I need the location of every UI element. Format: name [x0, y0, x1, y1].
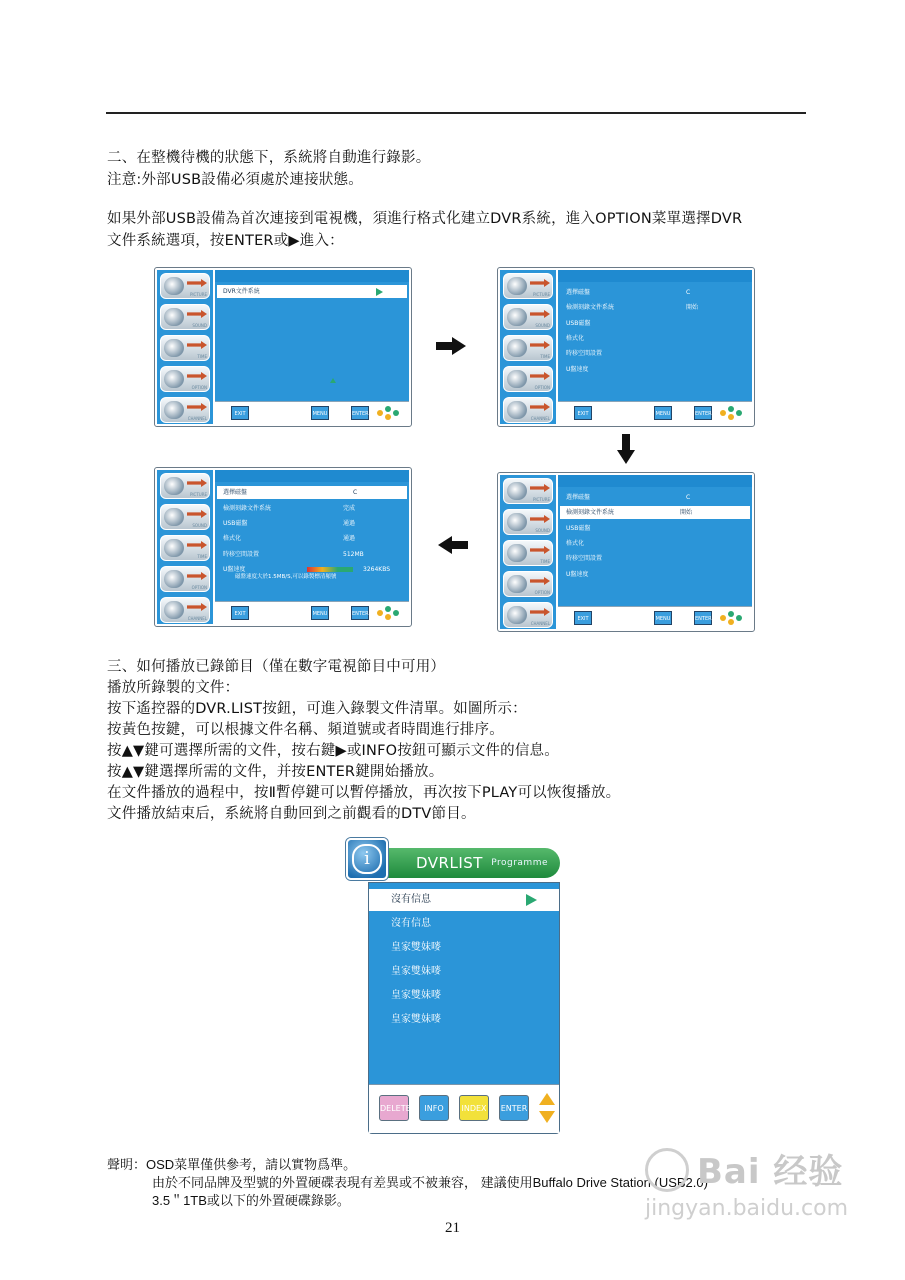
- menu-row[interactable]: U盤速度 3264KBS: [223, 566, 391, 573]
- osd-screen-dvr-check: [497, 472, 755, 632]
- dvrlist-window: [344, 838, 560, 1134]
- play-icon: [376, 288, 383, 296]
- nav-arrows-icon: [377, 606, 399, 620]
- time-menu-icon: TIME: [160, 535, 210, 561]
- enter-button[interactable]: ENTER: [694, 406, 712, 420]
- osd-sidebar: [157, 470, 213, 624]
- delete-button[interactable]: DELETE: [379, 1095, 409, 1121]
- menu-row[interactable]: 格式化: [566, 540, 585, 547]
- list-item[interactable]: 皇家雙妹嘜: [391, 990, 441, 1001]
- nav-arrows-icon: [720, 611, 742, 625]
- menu-row[interactable]: U盤速度: [566, 571, 589, 578]
- dvrlist-subtitle: Programme: [491, 858, 548, 868]
- picture-menu-icon: PICTURE: [160, 473, 210, 499]
- menu-row[interactable]: 選擇磁盤 C: [566, 289, 691, 296]
- menu-button[interactable]: MENU: [311, 406, 329, 420]
- menu-row[interactable]: 選擇磁盤 C: [566, 494, 691, 501]
- osd-footer: [558, 401, 752, 424]
- osd-main-panel: [558, 270, 752, 424]
- osd-screen-dvr-setup: [497, 267, 755, 427]
- instruction-line: 播放所錄製的文件：: [107, 680, 240, 696]
- osd-main-panel: [558, 475, 752, 629]
- dvrlist-header: [366, 848, 560, 878]
- list-item[interactable]: 皇家雙妹嘜: [391, 1014, 441, 1025]
- menu-row[interactable]: 時移空間設置 512MB: [223, 551, 364, 558]
- instruction-line: 按黃色按鍵，可以根據文件名稱、頻道號或者時間進行排序。: [107, 722, 504, 738]
- osd-sidebar: [157, 270, 213, 424]
- nav-arrows-icon: [720, 406, 742, 420]
- exit-button[interactable]: EXIT: [231, 406, 249, 420]
- option-menu-icon: OPTION: [160, 366, 210, 392]
- channel-menu-icon: CHANNEL: [160, 397, 210, 423]
- menu-row[interactable]: U盤速度: [566, 366, 589, 373]
- sound-menu-icon: SOUND: [503, 509, 553, 535]
- disclaimer-line-1: 聲明：OSD菜單僅供參考，請以實物爲準。: [107, 1157, 357, 1172]
- menu-row[interactable]: 時移空間設置: [566, 555, 603, 562]
- dvrlist-footer: [369, 1084, 559, 1133]
- picture-menu-icon: PICTURE: [160, 273, 210, 299]
- disclaimer-line-3: 3.5＂1TB或以下的外置硬碟錄影。: [152, 1193, 350, 1208]
- time-menu-icon: TIME: [160, 335, 210, 361]
- instruction-line: 按▲▼鍵選擇所需的文件，并按ENTER鍵開始播放。: [107, 764, 444, 780]
- instruction-line: 按▲▼鍵可選擇所需的文件，按右鍵▶或INFO按鈕可顯示文件的信息。: [107, 743, 559, 759]
- watermark-url: jingyan.baidu.com: [645, 1196, 849, 1221]
- info-button[interactable]: INFO: [419, 1095, 449, 1121]
- menu-row[interactable]: 格式化 通過: [223, 535, 356, 542]
- info-icon: i: [346, 838, 388, 880]
- menu-row[interactable]: USB磁盤 通過: [223, 520, 356, 527]
- dvrlist-body: [368, 882, 560, 1134]
- page-number: 21: [445, 1220, 460, 1236]
- osd-sidebar: [500, 475, 556, 629]
- exit-button[interactable]: EXIT: [231, 606, 249, 620]
- instruction-line-1: 如果外部USB設備為首次連接到電視機，須進行格式化建立DVR系統，進入OPTION菜單選擇DVR: [107, 211, 743, 227]
- menu-button[interactable]: MENU: [311, 606, 329, 620]
- note-line: 注意:外部USB設備必須處於連接狀態。: [107, 172, 363, 188]
- channel-menu-icon: CHANNEL: [503, 602, 553, 628]
- down-arrow-icon: [617, 434, 635, 464]
- section3-heading: 三、如何播放已錄節目（僅在數字電視節目中可用）: [107, 659, 446, 675]
- menu-button[interactable]: MENU: [654, 611, 672, 625]
- enter-button[interactable]: ENTER: [499, 1095, 529, 1121]
- menu-row[interactable]: 時移空間設置: [566, 350, 603, 357]
- play-icon: [526, 894, 537, 906]
- osd-footer: [215, 601, 409, 624]
- section2-heading: 二、在整機待機的狀態下，系統將自動進行錄影。: [107, 150, 431, 166]
- left-arrow-icon: [438, 536, 468, 554]
- option-menu-icon: OPTION: [503, 571, 553, 597]
- list-item[interactable]: 皇家雙妹嘜: [391, 966, 441, 977]
- enter-button[interactable]: ENTER: [351, 606, 369, 620]
- menu-row[interactable]: 檢測刻錄文件系統 開始: [566, 304, 699, 311]
- menu-row[interactable]: DVR文件系統: [217, 285, 407, 298]
- enter-button[interactable]: ENTER: [351, 406, 369, 420]
- menu-row[interactable]: USB磁盤: [566, 525, 591, 532]
- option-menu-icon: OPTION: [160, 566, 210, 592]
- menu-row[interactable]: 檢測刻錄文件系統 完成: [223, 505, 356, 512]
- index-button[interactable]: INDEX: [459, 1095, 489, 1121]
- menu-button[interactable]: MENU: [654, 406, 672, 420]
- disclaimer-line-2: 由於不同品牌及型號的外置硬碟表現有差異或不被兼容， 建議使用Buffalo Drive Station (USB2.0): [152, 1175, 708, 1190]
- right-arrow-icon: [436, 337, 466, 355]
- up-down-arrows-icon: [539, 1093, 555, 1123]
- menu-row-selected[interactable]: 選擇磁盤 C: [217, 486, 407, 499]
- time-menu-icon: TIME: [503, 540, 553, 566]
- option-menu-icon: OPTION: [503, 366, 553, 392]
- sound-menu-icon: SOUND: [160, 304, 210, 330]
- list-item-selected[interactable]: 沒有信息: [369, 889, 559, 911]
- list-item[interactable]: 沒有信息: [391, 918, 431, 929]
- channel-menu-icon: CHANNEL: [160, 597, 210, 623]
- exit-button[interactable]: EXIT: [574, 406, 592, 420]
- osd-sidebar: [500, 270, 556, 424]
- up-arrow-icon: [330, 378, 336, 383]
- osd-screen-dvr-filesystem: [154, 267, 412, 427]
- enter-button[interactable]: ENTER: [694, 611, 712, 625]
- osd-screen-dvr-result: [154, 467, 412, 627]
- menu-row[interactable]: 格式化: [566, 335, 585, 342]
- nav-arrows-icon: [377, 406, 399, 420]
- picture-menu-icon: PICTURE: [503, 273, 553, 299]
- instruction-line: 按下遙控器的DVR.LIST按鈕，可進入錄製文件清單。如圖所示：: [107, 701, 527, 717]
- menu-row[interactable]: USB磁盤: [566, 320, 591, 327]
- instruction-line-2: 文件系統選項，按ENTER或▶進入：: [107, 233, 344, 249]
- channel-menu-icon: CHANNEL: [503, 397, 553, 423]
- osd-main-panel: [215, 470, 409, 624]
- sound-menu-icon: SOUND: [160, 504, 210, 530]
- time-menu-icon: TIME: [503, 335, 553, 361]
- instruction-line: 在文件播放的過程中，按Ⅱ暫停鍵可以暫停播放，再次按下PLAY可以恢復播放。: [107, 785, 621, 801]
- list-item[interactable]: 皇家雙妹嘜: [391, 942, 441, 953]
- menu-row-selected[interactable]: 檢測刻錄文件系統 開始: [560, 506, 750, 519]
- paw-icon: [645, 1148, 689, 1192]
- sound-menu-icon: SOUND: [503, 304, 553, 330]
- exit-button[interactable]: EXIT: [574, 611, 592, 625]
- picture-menu-icon: PICTURE: [503, 478, 553, 504]
- speed-note: 磁盤速度大於1.5MB/S,可以錄製標清頻號: [235, 574, 337, 580]
- osd-main-panel: [215, 270, 409, 424]
- osd-footer: [215, 401, 409, 424]
- instruction-line: 文件播放結束后，系統將自動回到之前觀看的DTV節目。: [107, 806, 476, 822]
- watermark-brand: Bai 经验: [697, 1152, 844, 1192]
- dvrlist-title: DVRLIST: [416, 854, 483, 872]
- header-rule: [106, 112, 806, 114]
- osd-footer: [558, 606, 752, 629]
